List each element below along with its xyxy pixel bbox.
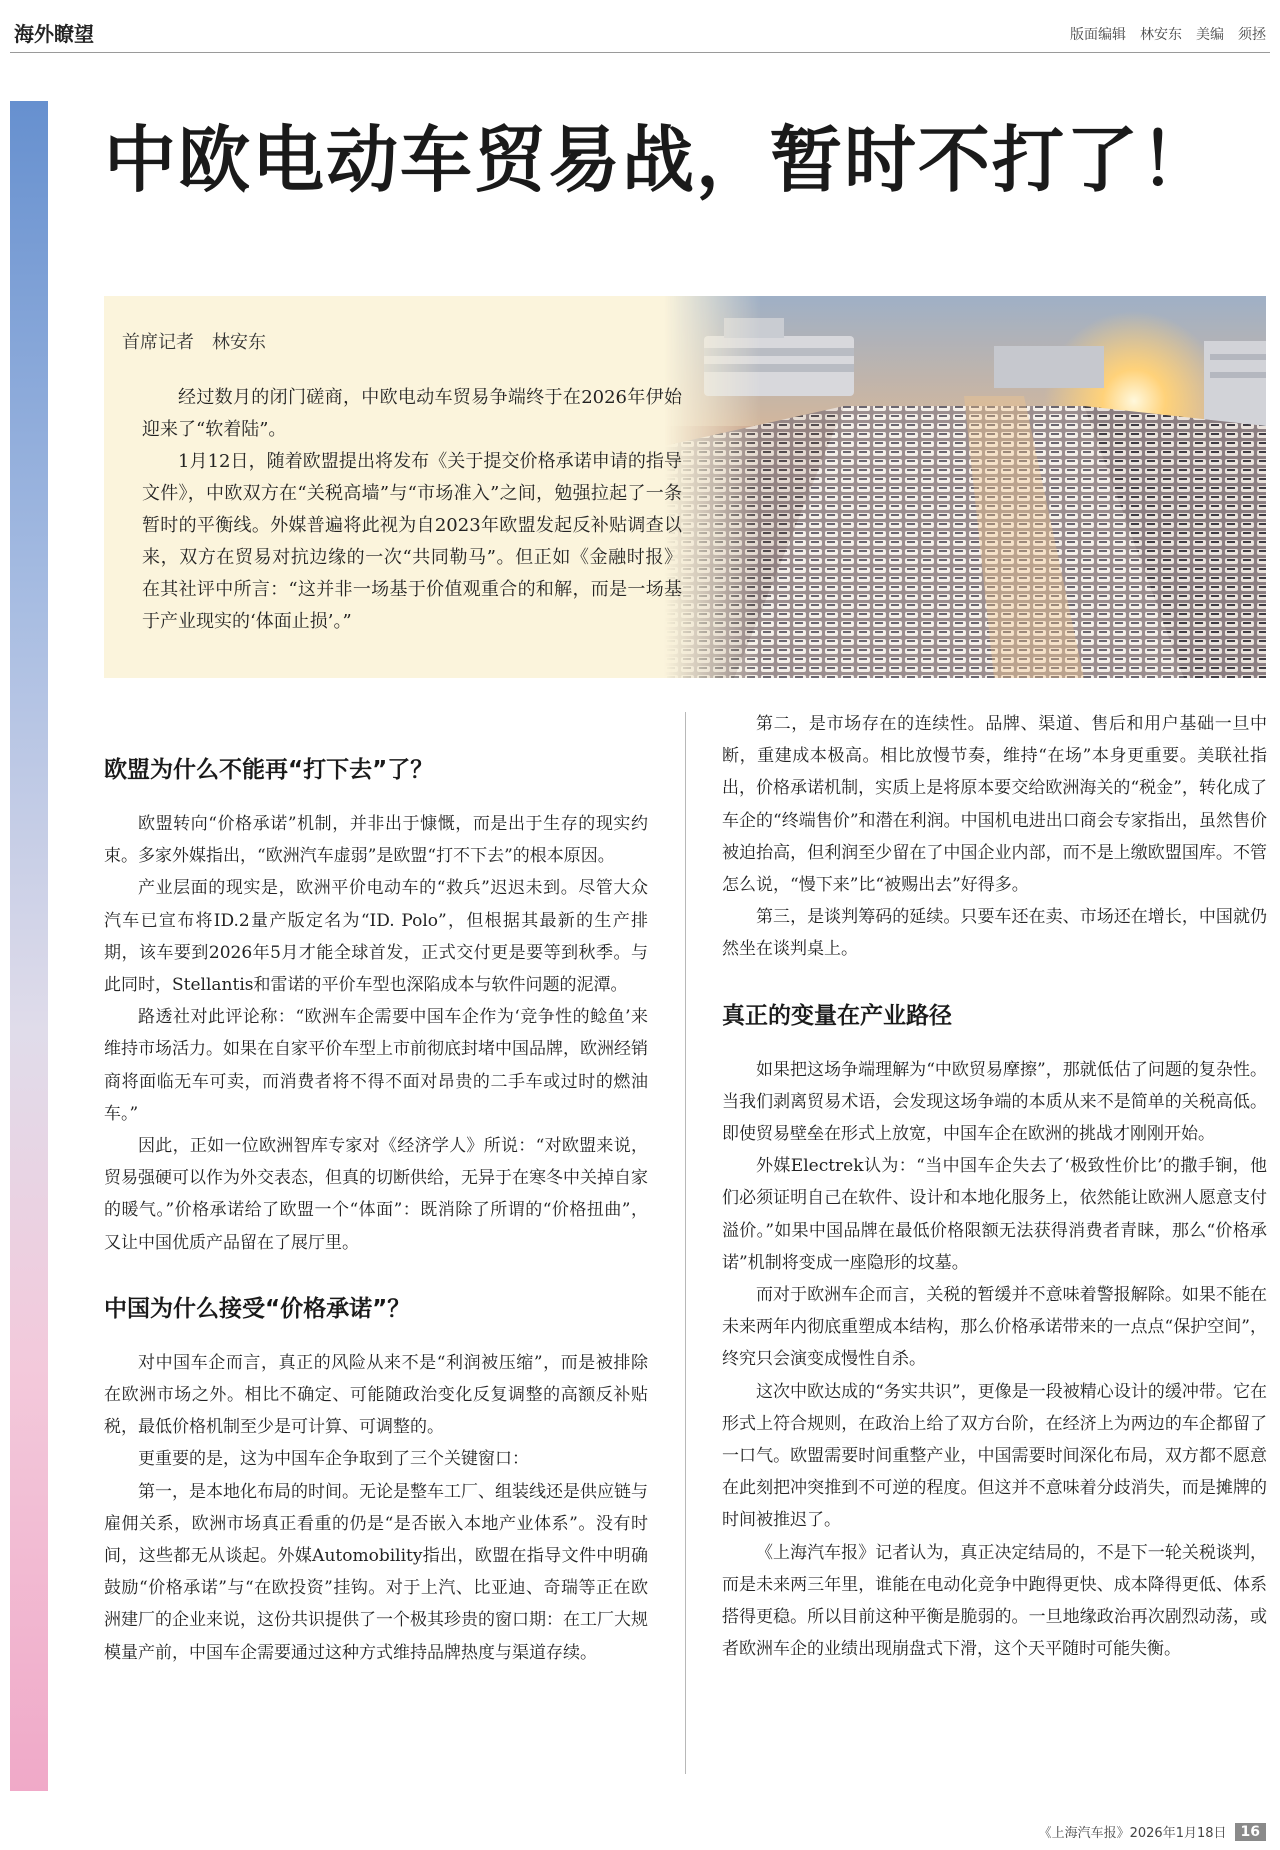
body-paragraph: 更重要的是，这为中国车企争取到了三个关键窗口： [138, 1449, 529, 1470]
car-terminal-sunset-photo [664, 296, 1266, 678]
left-column [104, 708, 648, 1669]
section-heading: 中国为什么接受“价格承诺”？ [104, 1295, 411, 1322]
headline: 中欧电动车贸易战，暂时不打了！ [104, 118, 1215, 202]
credit-name-layout: 林安东 [1140, 27, 1182, 43]
body-paragraph: 路透社对此评论称：“欧洲车企需要中国车企作为‘竞争性的鲶鱼’来维持市场活力。如果在自家平价车型上市前彻底封堵中国品牌，欧洲经销商将面临无车可卖，而消费者将不得不面对昂贵的二手车或过时的燃油车。” [104, 1007, 648, 1124]
credit-label-layout: 版面编辑 [1070, 27, 1126, 43]
lead-text [142, 382, 682, 638]
body-paragraph: 因此，正如一位欧洲智库专家对《经济学人》所说：“对欧盟来说，贸易强硬可以作为外交表态，但真的切断供给，无异于在寒冬中关掉自家的暖气。”价格承诺给了欧盟一个“体面”：既消除了所谓的“价格扭曲”，又让中国优质产品留在了展厅里。 [104, 1136, 648, 1253]
page-header [0, 0, 1280, 52]
body-paragraph: 第三，是谈判筹码的延续。只要车还在卖、市场还在增长，中国就仍然坐在谈判桌上。 [722, 907, 1267, 960]
lead-section [104, 296, 1266, 678]
body-paragraph: 对中国车企而言，真正的风险从来不是“利润被压缩”，而是被排除在欧洲市场之外。相比不确定、可能随政治变化反复调整的高额反补贴税，最低价格机制至少是可计算、可调整的。 [104, 1352, 648, 1438]
body-paragraph: 外媒Electrek认为：“当中国车企失去了‘极致性价比’的撒手锏，他们必须证明自己在软件、设计和本地化服务上，依然能让欧洲人愿意支付溢价。”如果中国品牌在最低价格限额无法获得消费者青睐，那么“价格承诺”机制将变成一座隐形的坟墓。 [722, 1156, 1267, 1273]
right-column [722, 708, 1267, 1665]
body-paragraph: 欧盟转向“价格承诺”机制，并非出于慷慨，而是出于生存的现实约束。多家外媒指出，“欧洲汽车虚弱”是欧盟“打不下去”的根本原因。 [104, 814, 648, 867]
editor-credits [1070, 24, 1266, 44]
lead-paragraph: 1月12日，随着欧盟提出将发布《关于提交价格承诺申请的指导文件》，中欧双方在“关税高墙”与“市场准入”之间，勉强拉起了一条暂时的平衡线。外媒普遍将此视为自2023年欧盟发起反补贴调查以来，双方在贸易对抗边缘的一次“共同勒马”。但正如《金融时报》在其社评中所言：“这并非一场基于价值观重合的和解，而是一场基于产业现实的‘体面止损’。” [142, 451, 682, 632]
body-paragraph: 《上海汽车报》记者认为，真正决定结局的，不是下一轮关税谈判，而是未来两三年里，谁能在电动化竞争中跑得更快、成本降得更低、体系搭得更稳。所以目前这种平衡是脆弱的。一旦地缘政治再次剧烈动荡，或者欧洲车企的业绩出现崩盘式下滑，这个天平随时可能失衡。 [722, 1542, 1267, 1660]
section-heading: 欧盟为什么不能再“打下去”了？ [104, 757, 434, 783]
body-paragraph: 如果把这场争端理解为“中欧贸易摩擦”，那就低估了问题的复杂性。当我们剥离贸易术语，会发现这场争端的本质从来不是简单的关税高低。即使贸易壁垒在形式上放宽，中国车企在欧洲的挑战才刚刚开始。 [722, 1059, 1267, 1145]
body-paragraph: 产业层面的现实是，欧洲平价电动车的“救兵”迟迟未到。尽管大众汽车已宣布将ID.2量产版定名为“ID. Polo”，但根据其最新的生产排期，该车要到2026年5月才能全球首发，正式交付更是要等到秋季。与此同时，Stellantis和雷诺的平价车型也深陷成本与软件问题的泥潭。 [104, 878, 648, 996]
header-rule [10, 52, 1270, 53]
column-divider [685, 712, 686, 1774]
body-paragraph: 这次中欧达成的“务实共识”，更像是一段被精心设计的缓冲带。它在形式上符合规则，在政治上给了双方台阶，在经济上为两边的车企都留了一口气。欧盟需要时间重整产业，中国需要时间深化布局，双方都不愿意在此刻把冲突推到不可逆的程度。但这并不意味着分歧消失，而是摊牌的时间被推迟了。 [722, 1381, 1267, 1531]
footer-source: 《上海汽车报》2026年1月18日 [1038, 1826, 1227, 1841]
section-heading: 真正的变量在产业路径 [722, 1002, 952, 1029]
credit-name-art: 须拯 [1238, 27, 1266, 43]
decorative-side-bar [10, 101, 48, 1791]
byline: 首席记者 林安东 [122, 332, 266, 353]
credit-label-art: 美编 [1196, 27, 1224, 43]
lead-paragraph: 经过数月的闭门磋商，中欧电动车贸易争端终于在2026年伊始迎来了“软着陆”。 [142, 387, 682, 440]
section-name: 海外瞭望 [14, 22, 94, 46]
page-number: 16 [1235, 1823, 1266, 1841]
body-paragraph: 而对于欧洲车企而言，关税的暂缓并不意味着警报解除。如果不能在未来两年内彻底重塑成本结构，那么价格承诺带来的一点点“保护空间”，终究只会演变成慢性自杀。 [722, 1285, 1267, 1370]
page-footer [1039, 1822, 1266, 1841]
body-paragraph: 第一，是本地化布局的时间。无论是整车工厂、组装线还是供应链与雇佣关系，欧洲市场真正看重的仍是“是否嵌入本地产业体系”。没有时间，这些都无从谈起。外媒Automobility指出，欧盟在指导文件中明确鼓励“价格承诺”与“在欧投资”挂钩。对于上汽、比亚迪、奇瑞等正在欧洲建厂的企业来说，这份共识提供了一个极其珍贵的窗口期：在工厂大规模量产前，中国车企需要通过这种方式维持品牌热度与渠道存续。 [104, 1481, 648, 1663]
body-paragraph: 第二，是市场存在的连续性。品牌、渠道、售后和用户基础一旦中断，重建成本极高。相比放慢节奏，维持“在场”本身更重要。美联社指出，价格承诺机制，实质上是将原本要交给欧洲海关的“税金”，转化成了车企的“终端售价”和潜在利润。中国机电进出口商会专家指出，虽然售价被迫抬高，但利润至少留在了中国企业内部，而不是上缴欧盟国库。不管怎么说，“慢下来”比“被赐出去”好得多。 [722, 714, 1267, 896]
